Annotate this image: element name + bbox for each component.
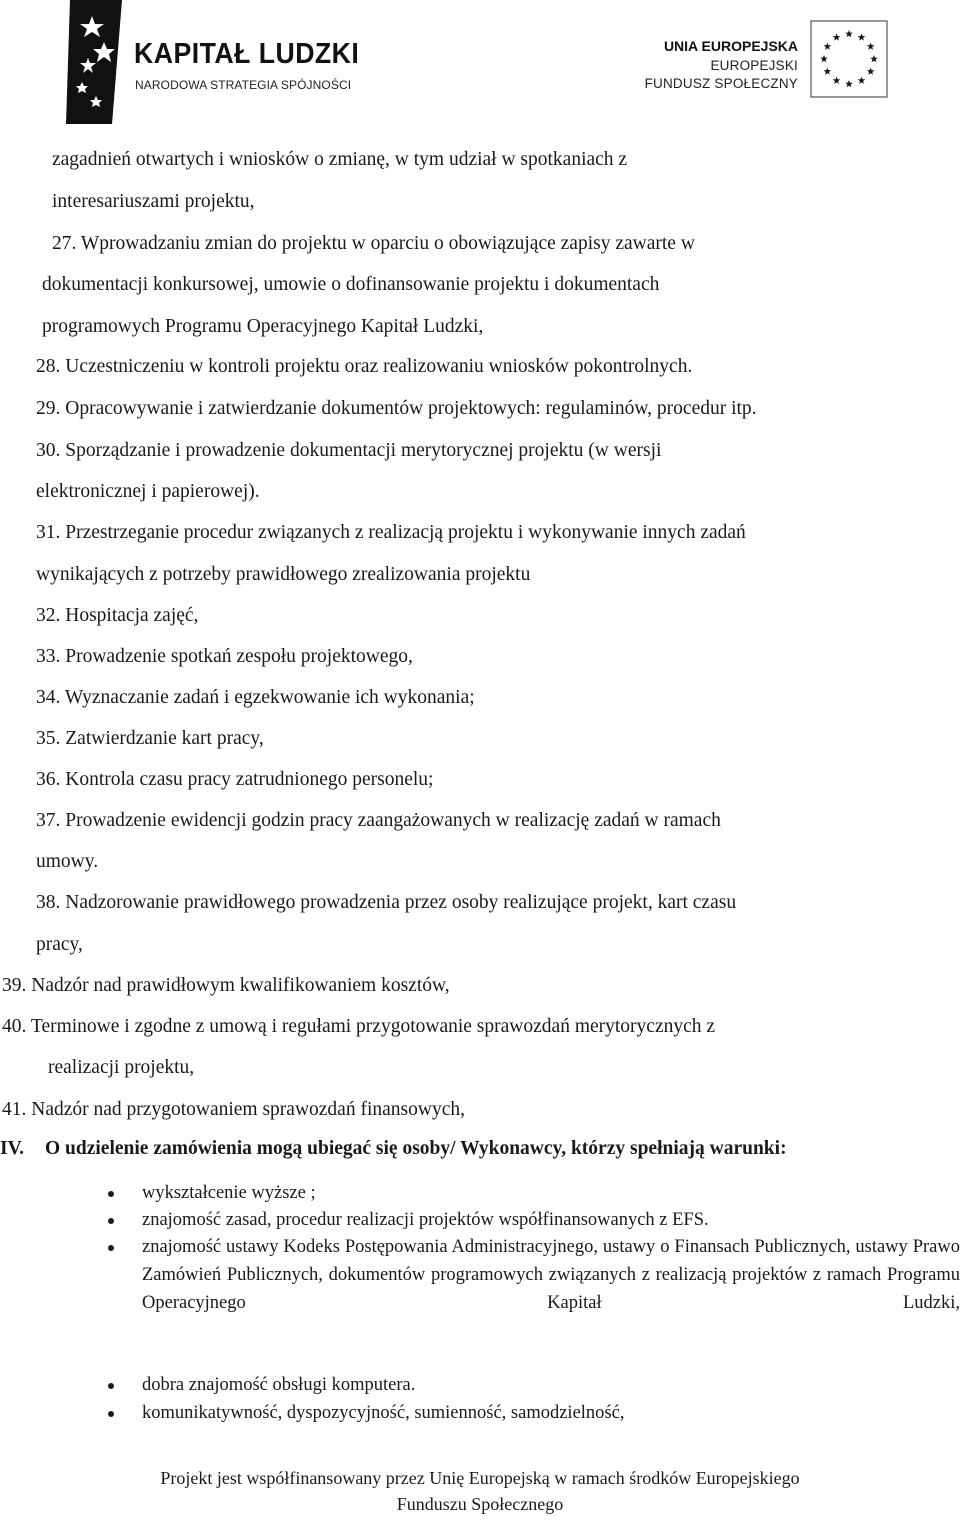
eu-star-icon bbox=[867, 68, 875, 75]
eu-star-icon bbox=[833, 77, 841, 84]
document-line: 39. Nadzór nad prawidłowym kwalifikowaniem kosztów, bbox=[2, 975, 450, 996]
document-line: 35. Zatwierdzanie kart pracy, bbox=[36, 728, 264, 749]
document-line: 41. Nadzór nad przygotowaniem sprawozdań finansowych, bbox=[2, 1099, 465, 1120]
document-line: wynikających z potrzeby prawidłowego zrealizowania projektu bbox=[36, 564, 531, 585]
eu-star-icon bbox=[867, 43, 875, 50]
bullet-icon bbox=[108, 1383, 114, 1389]
logo-tagline: NARODOWA STRATEGIA SPÓJNOŚCI bbox=[135, 78, 352, 92]
eu-logo-line1: UNIA EUROPEJSKA bbox=[663, 38, 798, 54]
document-line: dokumentacji konkursowej, umowie o dofinansowanie projektu i dokumentach bbox=[42, 274, 660, 295]
document-line: 29. Opracowywanie i zatwierdzanie dokumentów projektowych: regulaminów, procedur itp. bbox=[36, 398, 757, 419]
document-line: 30. Sporządzanie i prowadzenie dokumentacji merytorycznej projektu (w wersji bbox=[36, 440, 662, 461]
document-line: interesariuszami projektu, bbox=[52, 191, 255, 212]
document-line: 28. Uczestniczeniu w kontroli projektu oraz realizowaniu wniosków pokontrolnych. bbox=[36, 356, 693, 377]
requirement-item: dobra znajomość obsługi komputera. bbox=[142, 1375, 416, 1395]
document-line: 38. Nadzorowanie prawidłowego prowadzenia przez osoby realizujące projekt, kart czasu bbox=[36, 892, 737, 913]
eu-star-icon bbox=[824, 68, 832, 75]
eu-star-icon bbox=[845, 30, 853, 37]
requirement-item: wykształcenie wyższe ; bbox=[142, 1183, 316, 1203]
eu-star-icon bbox=[858, 33, 866, 40]
document-line: 40. Terminowe i zgodne z umową i regułami przygotowanie sprawozdań merytorycznych z bbox=[2, 1016, 716, 1037]
requirement-item: komunikatywność, dyspozycyjność, sumienność, samodzielność, bbox=[142, 1403, 625, 1423]
page-header bbox=[0, 0, 960, 130]
document-line: 36. Kontrola czasu pracy zatrudnionego personelu; bbox=[36, 769, 434, 790]
document-line: 34. Wyznaczanie zadań i egzekwowanie ich wykonania; bbox=[36, 687, 475, 708]
document-line: programowych Programu Operacyjnego Kapitał Ludzki, bbox=[42, 316, 484, 337]
bullet-icon bbox=[108, 1411, 114, 1417]
requirement-item: znajomość zasad, procedur realizacji projektów współfinansowanych z EFS. bbox=[142, 1210, 709, 1230]
document-line: zagadnień otwartych i wniosków o zmianę, w tym udział w spotkaniach z bbox=[52, 149, 628, 170]
requirement-item: znajomość ustawy Kodeks Postępowania Administracyjnego, ustawy o Finansach Publicznych, ustawy Prawo Zamówień Publicznych, dokumentów programowych związanych z realizacją projektów z ramach Programu Operacyjnego Kapitał Ludzki, bbox=[142, 1237, 960, 1313]
eu-logo bbox=[628, 20, 928, 100]
document-line: elektronicznej i papierowej). bbox=[36, 481, 260, 502]
bullet-icon bbox=[108, 1191, 114, 1197]
document-line: 37. Prowadzenie ewidencji godzin pracy zaangażowanych w realizację zadań w ramach bbox=[36, 810, 721, 831]
document-line: 31. Przestrzeganie procedur związanych z realizacją projektu i wykonywanie innych zadań bbox=[36, 522, 746, 543]
document-line: 32. Hospitacja zajęć, bbox=[36, 605, 199, 626]
footer-line2: Funduszu Społecznego bbox=[396, 1494, 564, 1514]
eu-logo-line3: FUNDUSZ SPOŁECZNY bbox=[644, 76, 798, 91]
eu-star-icon bbox=[833, 33, 841, 40]
footer-line1: Projekt jest współfinansowany przez Unię Europejską w ramach środków Europejskiego bbox=[160, 1468, 800, 1488]
section-iv-number: IV. bbox=[0, 1138, 25, 1159]
kapital-ludzki-emblem-icon bbox=[66, 0, 128, 124]
section-iv-title: O udzielenie zamówienia mogą ubiegać się osoby/ Wykonawcy, którzy spełniają warunki: bbox=[45, 1138, 787, 1159]
eu-star-icon bbox=[824, 43, 832, 50]
eu-logo-line2: EUROPEJSKI bbox=[710, 58, 798, 73]
eu-flag-icon bbox=[810, 20, 888, 98]
bullet-icon bbox=[108, 1218, 114, 1224]
logo-name: KAPITAŁ LUDZKI bbox=[134, 38, 360, 70]
document-line: 33. Prowadzenie spotkań zespołu projektowego, bbox=[36, 646, 413, 667]
eu-star-icon bbox=[820, 55, 828, 62]
document-line: umowy. bbox=[36, 851, 99, 872]
kapital-ludzki-logo bbox=[66, 0, 360, 124]
bullet-icon bbox=[108, 1245, 114, 1251]
eu-star-icon bbox=[845, 80, 853, 87]
document-line: realizacji projektu, bbox=[48, 1057, 195, 1078]
eu-star-icon bbox=[858, 77, 866, 84]
document-line: pracy, bbox=[36, 934, 83, 955]
document-line: 27. Wprowadzaniu zmian do projektu w oparciu o obowiązujące zapisy zawarte w bbox=[52, 233, 695, 254]
eu-star-icon bbox=[870, 55, 878, 62]
